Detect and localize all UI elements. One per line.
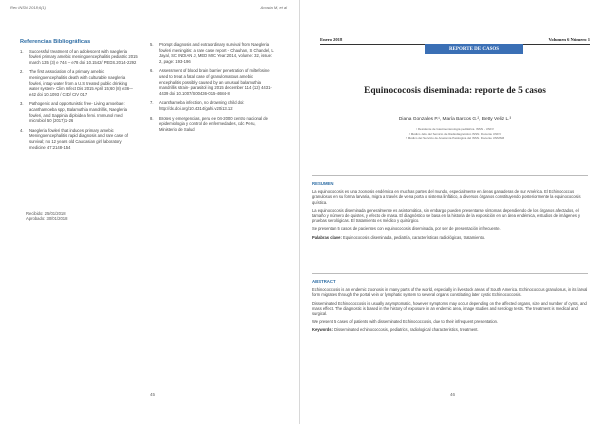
article-authors: Diana Gonzales P.¹, María Barcos G.², Betty Veliz L.³ — [398, 117, 512, 122]
reference-number: 1. — [20, 48, 24, 54]
abstract-paragraph: We present 5 cases of patients with disseminated Echinococcosis, due to their infrequent presentation. — [312, 319, 499, 325]
abstract-section — [312, 279, 588, 336]
reference-number: 4. — [20, 127, 24, 133]
palabras-clave — [312, 235, 588, 240]
header-date: Enero 2018 — [320, 37, 343, 42]
right-page — [300, 0, 600, 424]
approved-date: Aprobado: 30/01/2018 — [26, 216, 68, 222]
abstract-paragraph: Disseminated Echinococcosis is usually asymptomatic, however symptoms may occur depending on the affected organs, size and number of cysts, and mass effect. The diagnostic is based in the history of exposure in an endemic area, image studies and serology tests. The treatment is medical and surgical. — [312, 300, 587, 317]
reference-text: The first association of a primary amebic meningoencephalitis death with culturable naegleria fowleri, intap water from a U.S treated public drinking water system- Clim Infect Dis 2015 April 15;60 (8) e36-–e42 doi 10.1093 / CID/ CIV 017 — [29, 69, 133, 97]
author-affiliations — [320, 127, 590, 141]
reference-number: 5. — [150, 42, 154, 47]
reference-number: 3. — [20, 101, 24, 107]
section-banner: REPORTE DE CASOS — [425, 44, 523, 54]
reference-number: 6. — [150, 68, 154, 74]
keywords — [312, 327, 588, 332]
page-number-right: 46 — [450, 392, 456, 397]
header-journal: Rev INSN 2018;6(1) — [10, 5, 47, 10]
affiliation-line: ³ Médico del Servicio de Anatomía Patológica del INSN. Docente UNMSM — [405, 136, 505, 140]
resumen-paragraph: Se presentan 5 casos de pacientes con equinococosis diseminada, por ser de presentación infrecuente. — [312, 226, 501, 232]
references-column-1 — [20, 40, 138, 154]
palabras-clave-text: Equinococosis diseminada, pediatría, características radiológicas, tratamiento. — [342, 234, 486, 240]
reference-text: Successful treatment of an adolescent with naegleria fowleri primary amebic meningoencephalitis pediatric 2015 march 135 (3) e 744 – e78 doi 10.1542/ PEDS.2014-2292 — [29, 48, 138, 65]
header-authors: Acosta M, et al — [260, 5, 287, 10]
reference-text: Prompt diagnosis and extraordinary survival from Naegleria fowleri meningitis: a rare case report - Chauhan, S Chandel, L Jayal, SC INDIAN J, MED MIC Year:2014, volume: 32, issue: 2, page: 193-196 — [159, 42, 274, 64]
divider-middle — [312, 273, 588, 274]
received-date: Recibido: 25/01/2018 — [26, 211, 66, 216]
reference-number: 2. — [20, 69, 24, 75]
reference-item — [20, 101, 138, 123]
references-title: Referencias Bibliográficas — [20, 39, 91, 45]
reference-item — [20, 128, 138, 150]
reference-item — [150, 68, 274, 96]
resumen-paragraph: La equinococosis diseminada generalmente es asintomática, sin embargo pueden presentarse síntomas dependiendo de los órganos afectados, el tamaño y número de quistes, y efecto de masa. El diagnóstico se basa en la historia de la exposición en un área endémica, estudios de imágenes y pruebas serológicas. El tratamiento es médico y quirúrgico. — [312, 207, 581, 224]
palabras-clave-label: Palabras clave: — [312, 234, 342, 240]
reference-text: Pathogenic and opportunistic free- Living amoebae: acanthamoeba spp, Balamuthia mandrillis, Naegleria fowleri, and Sappinia diploidea femi. Immunol med microbiol 50 (2017)1-26 — [29, 101, 127, 124]
references-column-2 — [150, 42, 274, 136]
affiliation-line: ¹ Residente de Gastroenterología pediátrica. INSN - UNFV — [416, 127, 494, 131]
keywords-text: Disseminated echinococcosis, pediatrics, radiological characteristics, treatment. — [334, 327, 479, 333]
abstract-paragraph: Echinococcosis is an endemic zoonosis in many parts of the world, especially in livestock areas of South America. Echinococcus granulosus, in its larval form migrates through the portal vein or lymphatic system to several organs constituting later cystic Echinococcosis. — [312, 287, 588, 298]
reference-text: Acanthameba infection, no drowning child doi: http://dx.doi.org/10.4314/gahi.v20i13.12 — [159, 100, 245, 111]
reference-item — [20, 49, 138, 66]
resumen-paragraph: La equinococosis es una zoonosis endémica en muchas partes del mundo, especialmente en áreas ganaderas de sur América. El Echinococcus granulosus en su forma larvaria, migra a través de vena porta o sistema linfático, a diversos órganos constituyendo posteriormente la equinococosis quística. — [312, 189, 581, 205]
reference-item — [150, 42, 274, 64]
page-number-left: 45 — [150, 392, 156, 397]
reference-number: 7. — [150, 100, 154, 106]
keywords-label: Keywords: — [312, 327, 333, 333]
resumen-heading: RESUMEN — [312, 181, 334, 186]
reference-item — [150, 100, 274, 111]
resumen-section — [312, 181, 588, 243]
reference-item — [150, 116, 274, 133]
article-title: Equinococosis diseminada: reporte de 5 casos — [364, 86, 546, 96]
reference-number: 8. — [150, 115, 154, 121]
right-running-header — [320, 37, 590, 42]
divider-top — [312, 175, 588, 176]
received-dates — [26, 211, 67, 222]
left-running-header — [10, 5, 287, 10]
affiliation-line: ² Médico Jefe del Servicio de Radiodiagnóstico INSN. Docente UNFV — [408, 131, 502, 136]
reference-text: Brotes y emergencias, peru ee 04-2000 centro nacional de epidemiologia y control de enfermedades, cdc Peru, Ministerio de Salud — [159, 115, 268, 132]
reference-item — [20, 69, 138, 97]
reference-text: Assessment of blood brain barrier penetration of miltefosine used to treat a fatal case of granulomatous amebic encephalitis possibly caused by an unusual balamuthia mandrillis strain- parasitol ing 2015 december 114 (12) 4431-4439 doi 10.1007/S00436-015-4684-8 — [159, 68, 272, 96]
reference-text: Naegleria fowleri that induces primary amebic Meningoencephalitis rapid diagnosis and rare case of survival; no 12 years old Caucasian girl laboratory medicine 47:2148-154 — [29, 127, 128, 150]
abstract-heading: ABSTRACT — [312, 279, 336, 284]
header-volume: Volumen 6 Número 1 — [548, 37, 590, 42]
